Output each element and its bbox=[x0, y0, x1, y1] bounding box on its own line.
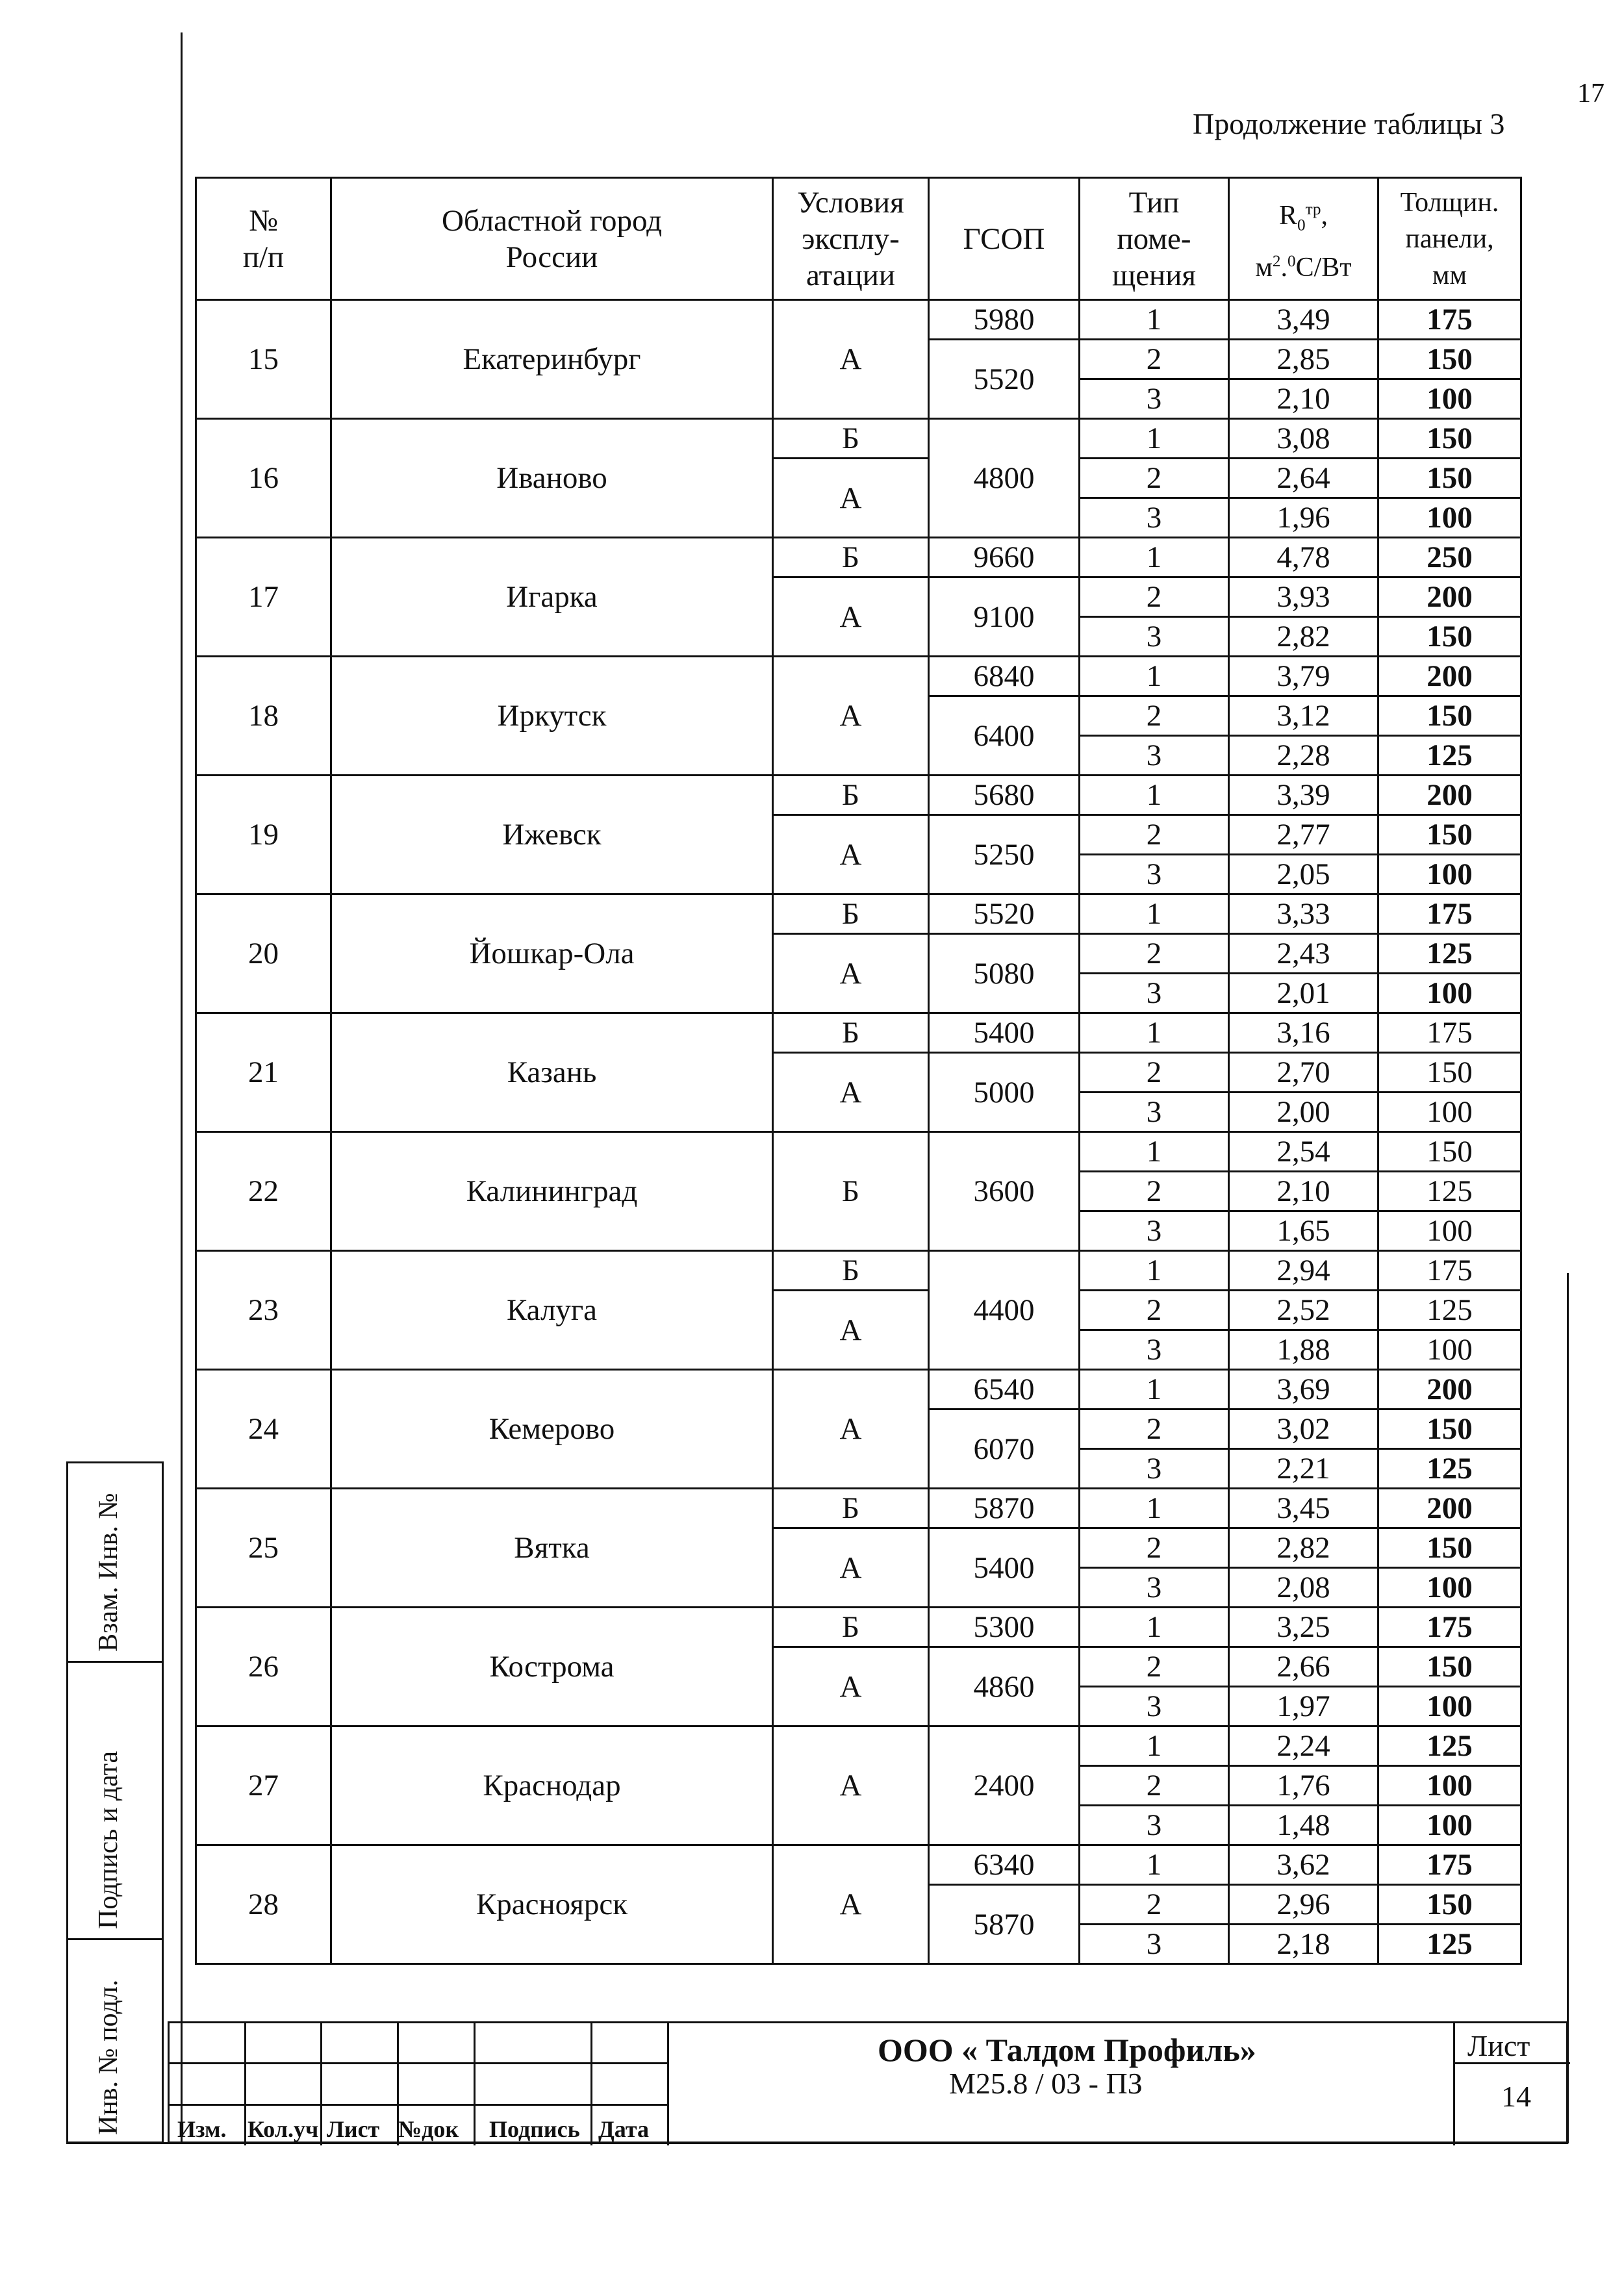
r0-value: 2,70 bbox=[1229, 1053, 1378, 1093]
gsop-value: 5870 bbox=[929, 1489, 1080, 1528]
row-number: 27 bbox=[196, 1726, 331, 1845]
room-type: 1 bbox=[1080, 419, 1229, 459]
gsop-value: 5080 bbox=[929, 934, 1080, 1013]
panel-thickness: 200 bbox=[1378, 1370, 1521, 1409]
operating-conditions: А bbox=[773, 1726, 929, 1845]
r0-value: 3,93 bbox=[1229, 577, 1378, 617]
r0-value: 2,96 bbox=[1229, 1885, 1378, 1925]
frame-left-line bbox=[181, 32, 183, 2143]
table-row bbox=[196, 300, 1521, 340]
gsop-value: 4800 bbox=[929, 419, 1080, 538]
table-row bbox=[196, 1845, 1521, 1885]
room-type: 1 bbox=[1080, 1726, 1229, 1766]
r0-value: 2,01 bbox=[1229, 974, 1378, 1013]
r0-value: 3,08 bbox=[1229, 419, 1378, 459]
row-number: 22 bbox=[196, 1132, 331, 1251]
room-type: 1 bbox=[1080, 894, 1229, 934]
room-type: 2 bbox=[1080, 696, 1229, 736]
r0-value: 3,49 bbox=[1229, 300, 1378, 340]
panel-thickness: 100 bbox=[1378, 1806, 1521, 1845]
sheet-label: Лист bbox=[1467, 2029, 1530, 2062]
gsop-value: 6540 bbox=[929, 1370, 1080, 1409]
gsop-value: 5300 bbox=[929, 1608, 1080, 1647]
panel-thickness: 100 bbox=[1378, 1568, 1521, 1608]
panel-thickness: 100 bbox=[1378, 379, 1521, 419]
room-type: 2 bbox=[1080, 1766, 1229, 1806]
panel-thickness: 150 bbox=[1378, 1053, 1521, 1093]
room-type: 3 bbox=[1080, 1806, 1229, 1845]
row-number: 25 bbox=[196, 1489, 331, 1608]
room-type: 3 bbox=[1080, 974, 1229, 1013]
header-thickness: Толщин. панели, мм bbox=[1378, 178, 1521, 300]
panel-thickness: 250 bbox=[1378, 538, 1521, 577]
room-type: 2 bbox=[1080, 1291, 1229, 1330]
gsop-value: 5400 bbox=[929, 1528, 1080, 1608]
panel-thickness: 175 bbox=[1378, 300, 1521, 340]
panel-thickness: 125 bbox=[1378, 736, 1521, 776]
operating-conditions: А bbox=[773, 1528, 929, 1608]
r0-value: 2,05 bbox=[1229, 855, 1378, 894]
panel-thickness: 100 bbox=[1378, 1211, 1521, 1251]
operating-conditions: Б bbox=[773, 1608, 929, 1647]
table-body bbox=[196, 300, 1521, 1964]
room-type: 2 bbox=[1080, 934, 1229, 974]
city-name: Йошкар-Ола bbox=[331, 894, 773, 1013]
panel-thickness: 125 bbox=[1378, 1925, 1521, 1964]
r0-value: 3,62 bbox=[1229, 1845, 1378, 1885]
room-type: 3 bbox=[1080, 1568, 1229, 1608]
r0-value: 2,52 bbox=[1229, 1291, 1378, 1330]
panel-thickness: 150 bbox=[1378, 617, 1521, 657]
operating-conditions: Б bbox=[773, 1489, 929, 1528]
title-col-signature: Подпись bbox=[489, 2116, 580, 2142]
table-row bbox=[196, 419, 1521, 459]
room-type: 2 bbox=[1080, 459, 1229, 498]
r0-value: 2,24 bbox=[1229, 1726, 1378, 1766]
panel-thickness: 150 bbox=[1378, 419, 1521, 459]
header-conditions: Условия эксплу- атации bbox=[773, 178, 929, 300]
panel-thickness: 200 bbox=[1378, 1489, 1521, 1528]
r0-value: 3,25 bbox=[1229, 1608, 1378, 1647]
city-name: Ижевск bbox=[331, 776, 773, 894]
row-number: 20 bbox=[196, 894, 331, 1013]
operating-conditions: А bbox=[773, 1647, 929, 1726]
gsop-value: 4400 bbox=[929, 1251, 1080, 1370]
panel-thickness: 125 bbox=[1378, 1726, 1521, 1766]
row-number: 15 bbox=[196, 300, 331, 419]
title-block-line bbox=[590, 2023, 592, 2145]
city-name: Калининград bbox=[331, 1132, 773, 1251]
panel-thickness: 150 bbox=[1378, 815, 1521, 855]
panel-thickness: 150 bbox=[1378, 1647, 1521, 1687]
table-row bbox=[196, 1132, 1521, 1172]
r0-value: 3,69 bbox=[1229, 1370, 1378, 1409]
gsop-value: 3600 bbox=[929, 1132, 1080, 1251]
room-type: 3 bbox=[1080, 855, 1229, 894]
r0-value: 2,54 bbox=[1229, 1132, 1378, 1172]
r0-value: 2,00 bbox=[1229, 1093, 1378, 1132]
operating-conditions: А bbox=[773, 459, 929, 538]
panel-thickness: 175 bbox=[1378, 1251, 1521, 1291]
panel-thickness: 200 bbox=[1378, 577, 1521, 617]
table-row bbox=[196, 776, 1521, 815]
city-name: Красноярск bbox=[331, 1845, 773, 1964]
gsop-value: 9100 bbox=[929, 577, 1080, 657]
r0-value: 2,21 bbox=[1229, 1449, 1378, 1489]
continuation-title: Продолжение таблицы 3 bbox=[1193, 107, 1505, 140]
r0-value: 1,48 bbox=[1229, 1806, 1378, 1845]
gsop-value: 5250 bbox=[929, 815, 1080, 894]
gsop-value: 9660 bbox=[929, 538, 1080, 577]
room-type: 2 bbox=[1080, 1172, 1229, 1211]
gsop-value: 5400 bbox=[929, 1013, 1080, 1053]
panel-thickness: 100 bbox=[1378, 1687, 1521, 1726]
room-type: 1 bbox=[1080, 1013, 1229, 1053]
row-number: 16 bbox=[196, 419, 331, 538]
panel-thickness: 150 bbox=[1378, 1885, 1521, 1925]
city-name: Кострома bbox=[331, 1608, 773, 1726]
r0-value: 2,10 bbox=[1229, 379, 1378, 419]
panel-thickness: 100 bbox=[1378, 1093, 1521, 1132]
room-type: 1 bbox=[1080, 1489, 1229, 1528]
row-number: 21 bbox=[196, 1013, 331, 1132]
gsop-value: 2400 bbox=[929, 1726, 1080, 1845]
room-type: 1 bbox=[1080, 1370, 1229, 1409]
sheet-number: 14 bbox=[1501, 2080, 1531, 2113]
table-row bbox=[196, 538, 1521, 577]
panel-thickness: 100 bbox=[1378, 855, 1521, 894]
operating-conditions: А bbox=[773, 934, 929, 1013]
room-type: 3 bbox=[1080, 1925, 1229, 1964]
title-block-line bbox=[1453, 2023, 1455, 2145]
header-city: Областной город России bbox=[331, 178, 773, 300]
title-col-change: Изм. bbox=[177, 2116, 227, 2142]
gsop-value: 5520 bbox=[929, 340, 1080, 419]
room-type: 3 bbox=[1080, 1211, 1229, 1251]
operating-conditions: А bbox=[773, 1845, 929, 1964]
room-type: 1 bbox=[1080, 538, 1229, 577]
panel-thickness: 125 bbox=[1378, 1291, 1521, 1330]
room-type: 3 bbox=[1080, 617, 1229, 657]
row-number: 19 bbox=[196, 776, 331, 894]
table-row bbox=[196, 1251, 1521, 1291]
table-row bbox=[196, 657, 1521, 696]
gsop-value: 5520 bbox=[929, 894, 1080, 934]
panel-thickness: 100 bbox=[1378, 974, 1521, 1013]
panel-thickness: 150 bbox=[1378, 459, 1521, 498]
room-type: 1 bbox=[1080, 776, 1229, 815]
panel-thickness: 175 bbox=[1378, 1608, 1521, 1647]
panel-thickness: 100 bbox=[1378, 1766, 1521, 1806]
title-block bbox=[168, 2021, 1568, 2143]
room-type: 2 bbox=[1080, 1885, 1229, 1925]
operating-conditions: Б bbox=[773, 1013, 929, 1053]
header-room-type: Тип поме- щения bbox=[1080, 178, 1229, 300]
operating-conditions: Б bbox=[773, 776, 929, 815]
room-type: 1 bbox=[1080, 657, 1229, 696]
table-row bbox=[196, 1489, 1521, 1528]
operating-conditions: А bbox=[773, 815, 929, 894]
r0-value: 2,66 bbox=[1229, 1647, 1378, 1687]
city-name: Вятка bbox=[331, 1489, 773, 1608]
operating-conditions: Б bbox=[773, 1251, 929, 1291]
r0-value: 3,02 bbox=[1229, 1409, 1378, 1449]
panel-thickness: 100 bbox=[1378, 1330, 1521, 1370]
header-gsop: ГСОП bbox=[929, 178, 1080, 300]
room-type: 3 bbox=[1080, 1093, 1229, 1132]
r0-value: 1,76 bbox=[1229, 1766, 1378, 1806]
room-type: 2 bbox=[1080, 577, 1229, 617]
row-number: 17 bbox=[196, 538, 331, 657]
stamp-inv-orig-label: Инв. № подл. bbox=[94, 1979, 123, 2135]
header-r0: $R_0^{тр}$, $м^2.^0С/Вт$ bbox=[1229, 178, 1378, 300]
city-name: Калуга bbox=[331, 1251, 773, 1370]
title-block-line bbox=[320, 2023, 322, 2145]
company-name: ООО « Талдом Профиль» bbox=[878, 2032, 1256, 2068]
room-type: 2 bbox=[1080, 1053, 1229, 1093]
city-name: Игарка bbox=[331, 538, 773, 657]
stamp-sign-date bbox=[66, 1661, 164, 1940]
r0-value: 2,82 bbox=[1229, 617, 1378, 657]
city-name: Краснодар bbox=[331, 1726, 773, 1845]
gsop-value: 5980 bbox=[929, 300, 1080, 340]
panel-thickness: 150 bbox=[1378, 1528, 1521, 1568]
document-code: М25.8 / 03 - ПЗ bbox=[949, 2067, 1143, 2100]
gsop-value: 4860 bbox=[929, 1647, 1080, 1726]
r0-value: 2,85 bbox=[1229, 340, 1378, 379]
room-type: 2 bbox=[1080, 1409, 1229, 1449]
city-name: Казань bbox=[331, 1013, 773, 1132]
r0-value: 3,12 bbox=[1229, 696, 1378, 736]
r0-value: 2,43 bbox=[1229, 934, 1378, 974]
table-row bbox=[196, 894, 1521, 934]
panel-thickness: 150 bbox=[1378, 1132, 1521, 1172]
r0-value: 2,82 bbox=[1229, 1528, 1378, 1568]
gsop-value: 6840 bbox=[929, 657, 1080, 696]
city-name: Екатеринбург bbox=[331, 300, 773, 419]
row-number: 24 bbox=[196, 1370, 331, 1489]
table-row bbox=[196, 1608, 1521, 1647]
r0-value: 2,08 bbox=[1229, 1568, 1378, 1608]
panel-thickness: 150 bbox=[1378, 340, 1521, 379]
gsop-value: 6400 bbox=[929, 696, 1080, 776]
gsop-value: 6070 bbox=[929, 1409, 1080, 1489]
room-type: 3 bbox=[1080, 1449, 1229, 1489]
r0-value: 3,79 bbox=[1229, 657, 1378, 696]
r0-value: 2,18 bbox=[1229, 1925, 1378, 1964]
row-number: 26 bbox=[196, 1608, 331, 1726]
table-row bbox=[196, 1013, 1521, 1053]
operating-conditions: Б bbox=[773, 894, 929, 934]
row-number: 18 bbox=[196, 657, 331, 776]
panel-thickness: 175 bbox=[1378, 1013, 1521, 1053]
gsop-value: 5870 bbox=[929, 1885, 1080, 1964]
stamp-sign-date-label: Подпись и дата bbox=[94, 1750, 123, 1929]
title-col-sheet: Лист bbox=[327, 2116, 380, 2142]
r0-value: 2,77 bbox=[1229, 815, 1378, 855]
page-number: 17 bbox=[1577, 79, 1605, 108]
r0-value: 1,65 bbox=[1229, 1211, 1378, 1251]
city-name: Кемерово bbox=[331, 1370, 773, 1489]
panel-thickness: 150 bbox=[1378, 696, 1521, 736]
title-block-line bbox=[244, 2023, 246, 2145]
r0-value: 2,28 bbox=[1229, 736, 1378, 776]
room-type: 1 bbox=[1080, 1251, 1229, 1291]
r0-value: 3,16 bbox=[1229, 1013, 1378, 1053]
room-type: 2 bbox=[1080, 340, 1229, 379]
operating-conditions: А bbox=[773, 1291, 929, 1370]
city-name: Иваново bbox=[331, 419, 773, 538]
operating-conditions: Б bbox=[773, 538, 929, 577]
city-name: Иркутск bbox=[331, 657, 773, 776]
r0-value: 2,64 bbox=[1229, 459, 1378, 498]
r0-value: 1,88 bbox=[1229, 1330, 1378, 1370]
room-type: 1 bbox=[1080, 1845, 1229, 1885]
panel-thickness: 100 bbox=[1378, 498, 1521, 538]
title-col-docnum: №док bbox=[398, 2116, 459, 2142]
panel-thickness: 150 bbox=[1378, 1409, 1521, 1449]
stamp-exchange-inv-label: Взам. Инв. № bbox=[94, 1493, 123, 1652]
frame-right-line bbox=[1567, 1273, 1569, 2143]
r0-value: 4,78 bbox=[1229, 538, 1378, 577]
room-type: 3 bbox=[1080, 1330, 1229, 1370]
operating-conditions: А bbox=[773, 300, 929, 419]
main-table bbox=[195, 177, 1522, 1965]
r0-value: 3,33 bbox=[1229, 894, 1378, 934]
operating-conditions: А bbox=[773, 1053, 929, 1132]
header-num: № п/п bbox=[196, 178, 331, 300]
panel-thickness: 125 bbox=[1378, 934, 1521, 974]
room-type: 1 bbox=[1080, 1608, 1229, 1647]
r0-value: 1,96 bbox=[1229, 498, 1378, 538]
r0-value: 2,94 bbox=[1229, 1251, 1378, 1291]
stamp-exchange-inv bbox=[66, 1461, 164, 1663]
gsop-value: 6340 bbox=[929, 1845, 1080, 1885]
room-type: 2 bbox=[1080, 1528, 1229, 1568]
room-type: 1 bbox=[1080, 300, 1229, 340]
operating-conditions: Б bbox=[773, 419, 929, 459]
panel-thickness: 200 bbox=[1378, 776, 1521, 815]
stamp-inv-orig bbox=[66, 1938, 164, 2143]
gsop-value: 5000 bbox=[929, 1053, 1080, 1132]
panel-thickness: 125 bbox=[1378, 1449, 1521, 1489]
room-type: 1 bbox=[1080, 1132, 1229, 1172]
r0-value: 2,10 bbox=[1229, 1172, 1378, 1211]
table-header-row bbox=[196, 178, 1521, 300]
title-block-line bbox=[474, 2023, 476, 2145]
r0-value: 3,45 bbox=[1229, 1489, 1378, 1528]
operating-conditions: Б bbox=[773, 1132, 929, 1251]
title-col-qty: Кол.уч bbox=[247, 2116, 319, 2142]
panel-thickness: 175 bbox=[1378, 894, 1521, 934]
title-block-line bbox=[667, 2023, 669, 2145]
title-col-date: Дата bbox=[598, 2116, 649, 2142]
panel-thickness: 200 bbox=[1378, 657, 1521, 696]
r0-value: 1,97 bbox=[1229, 1687, 1378, 1726]
room-type: 3 bbox=[1080, 1687, 1229, 1726]
room-type: 3 bbox=[1080, 379, 1229, 419]
room-type: 2 bbox=[1080, 1647, 1229, 1687]
panel-thickness: 125 bbox=[1378, 1172, 1521, 1211]
table-row bbox=[196, 1370, 1521, 1409]
table-row bbox=[196, 1726, 1521, 1766]
panel-thickness: 175 bbox=[1378, 1845, 1521, 1885]
operating-conditions: А bbox=[773, 657, 929, 776]
room-type: 3 bbox=[1080, 498, 1229, 538]
room-type: 3 bbox=[1080, 736, 1229, 776]
gsop-value: 5680 bbox=[929, 776, 1080, 815]
operating-conditions: А bbox=[773, 577, 929, 657]
r0-value: 3,39 bbox=[1229, 776, 1378, 815]
room-type: 2 bbox=[1080, 815, 1229, 855]
operating-conditions: А bbox=[773, 1370, 929, 1489]
row-number: 23 bbox=[196, 1251, 331, 1370]
row-number: 28 bbox=[196, 1845, 331, 1964]
